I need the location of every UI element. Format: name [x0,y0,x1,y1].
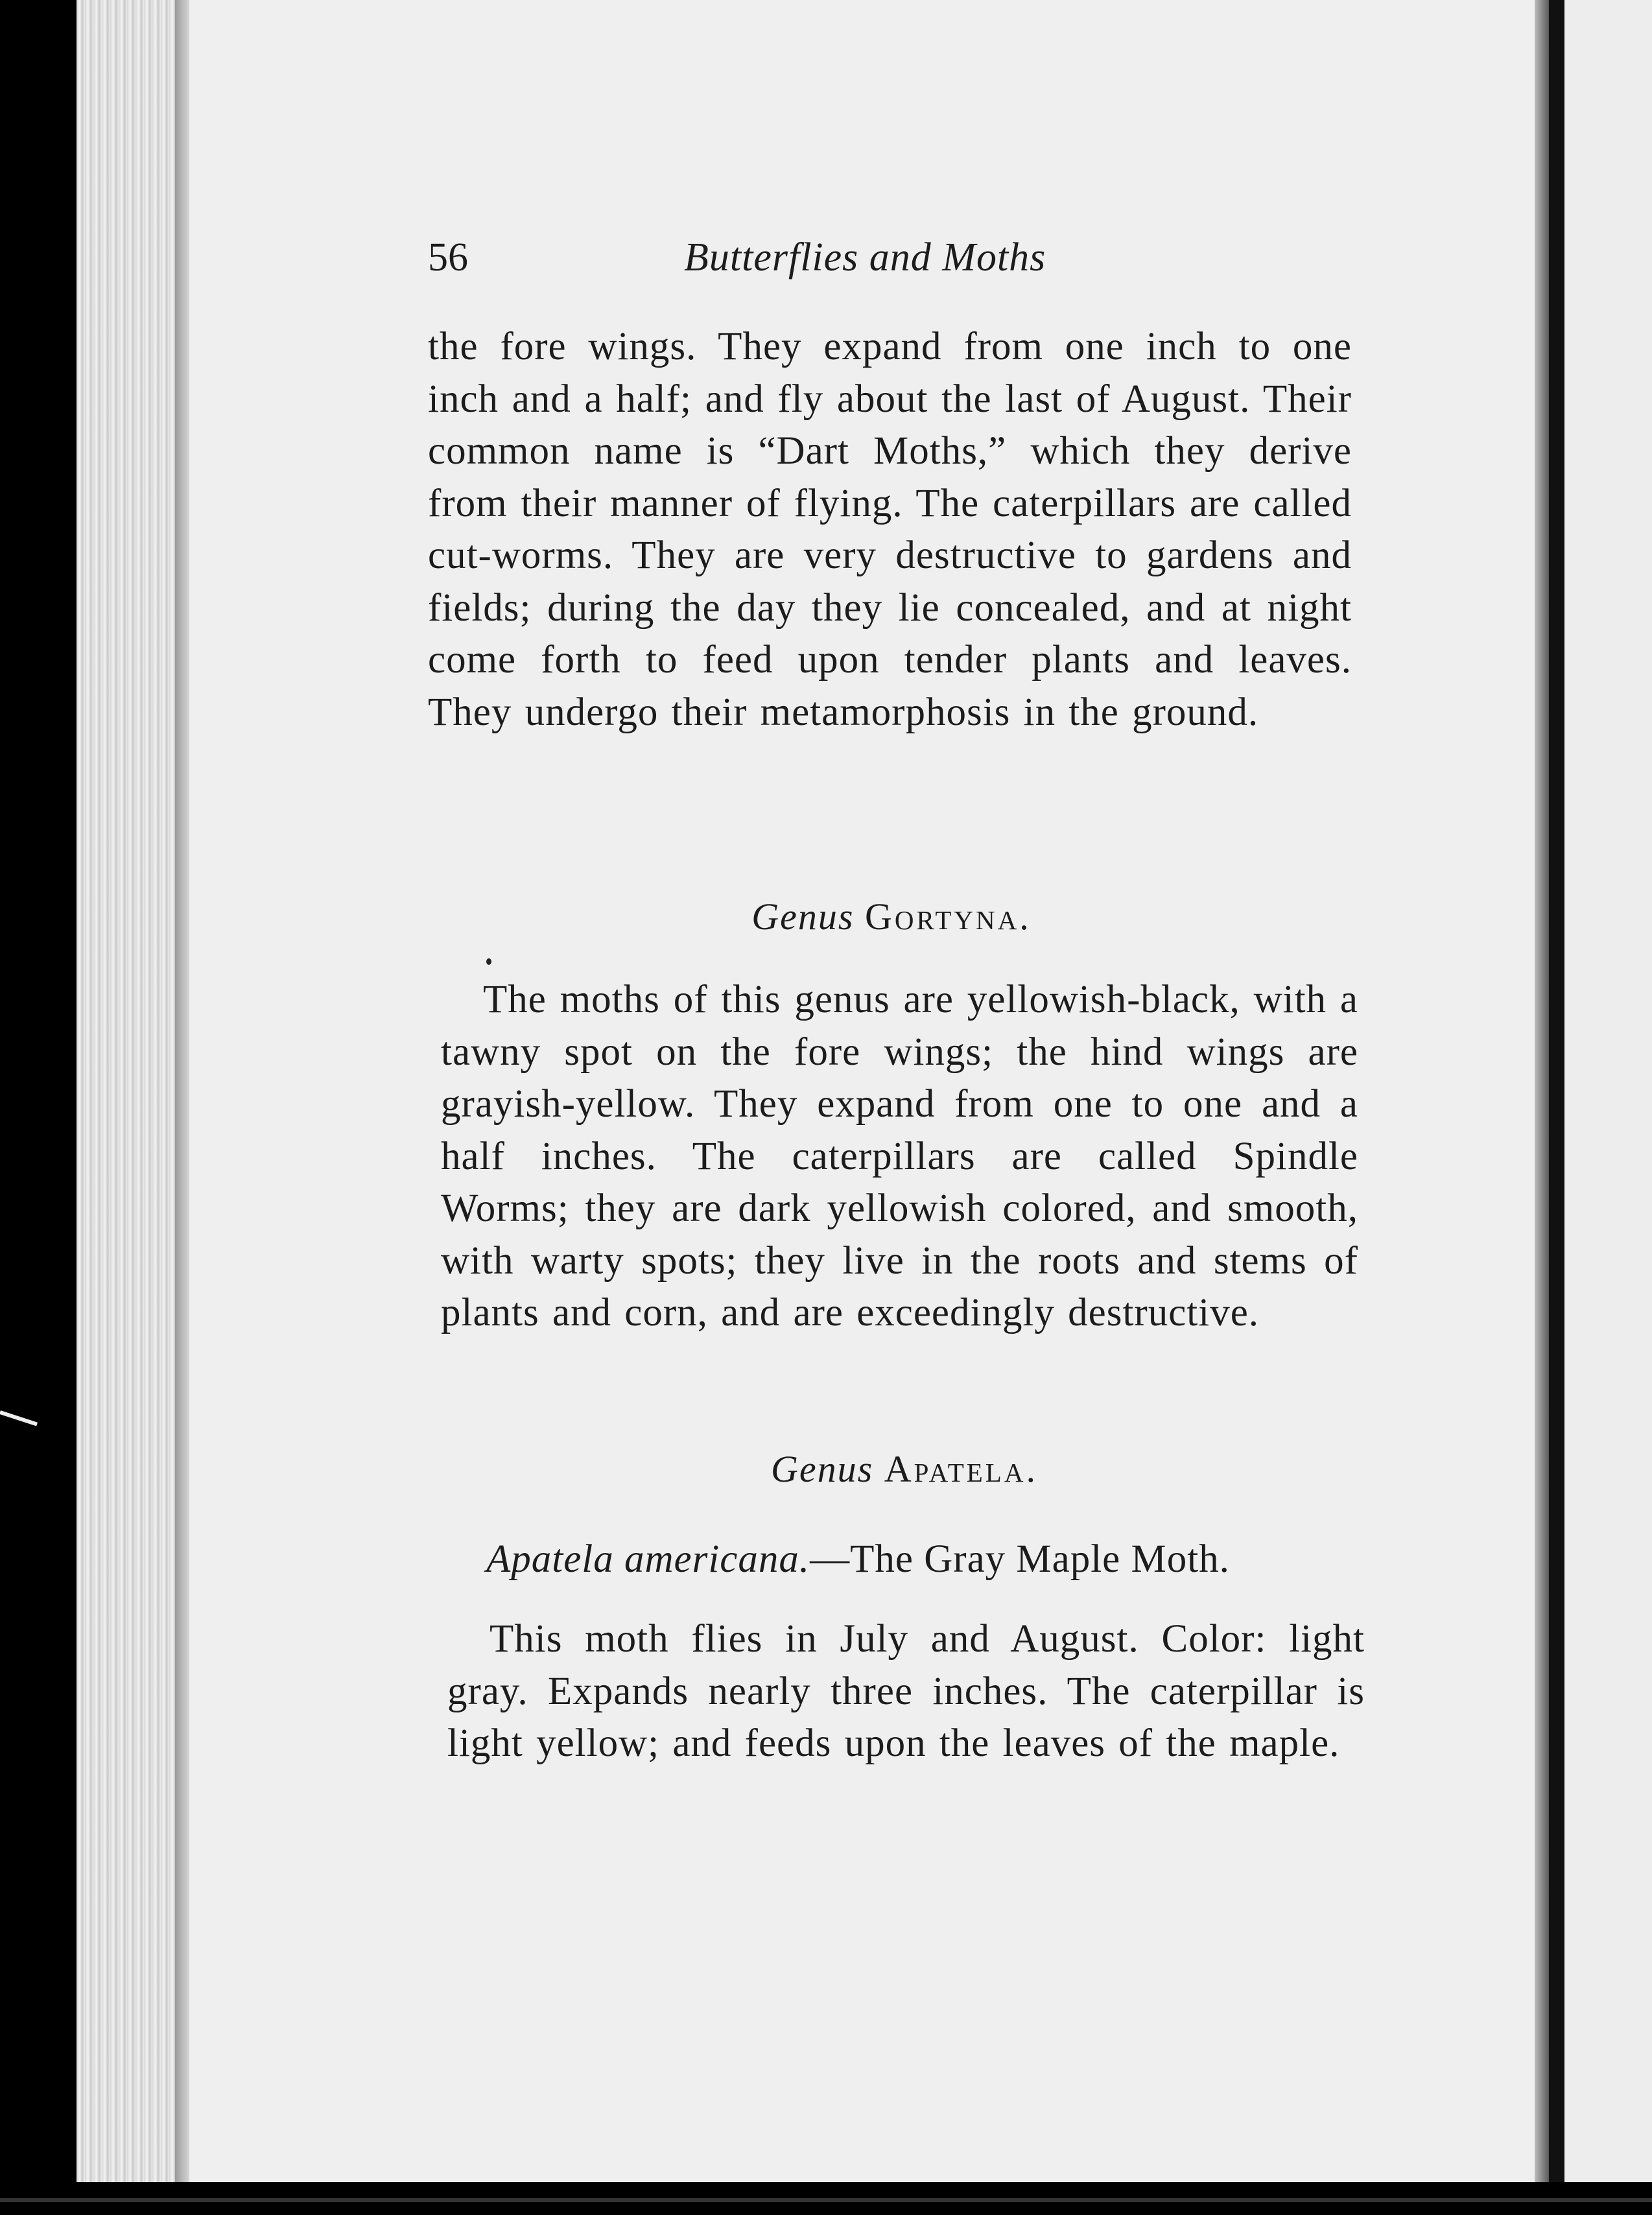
species-scientific-name: Apatela americana. [486,1537,810,1581]
page-number: 56 [428,235,468,279]
ink-speck [486,958,491,965]
paragraph-1: the fore wings. They expand from one inch to one inch and a half; and fly about the last of August. Their common name is “Dart Moths,” which they derive from their manner of flying. The caterpillars are called cut-worms. They are very destructive to gardens and fields; during the day they lie concealed, and at night come forth to feed upon tender plants and leaves. They undergo their metamorphosis in the ground. [428,325,1352,734]
stray-mark [0,1410,38,1426]
scan-bottom-line [0,2198,1652,2202]
species-line [447,1537,1368,1582]
page-edges [77,0,187,2182]
genus-name: Gortyna. [864,895,1032,938]
facing-page-edge [1564,0,1652,2182]
binding-shadow [1549,0,1564,2182]
genus-word: Genus [771,1448,874,1490]
genus-heading-gortyna [428,895,1355,938]
book-gutter [1535,0,1549,2182]
genus-heading-apatela [441,1447,1368,1491]
running-title: Butterflies and Moths [684,235,1046,279]
genus-word: Genus [751,895,855,938]
page-header [428,235,1355,293]
genus-name: Apatela. [884,1448,1038,1490]
paragraph-2: The moths of this genus are yellowish-black, with a tawny spot on the fore wings; the hind wings are grayish-yellow. They expand from one to one and a half inches. The caterpillars are called Spindle Worms; they are dark yellowish colored, and smooth, with warty spots; they live in the roots and stems of plants and corn, and are exceedingly destructive. [441,978,1358,1334]
species-common-name: —The Gray Maple Moth. [810,1537,1230,1581]
paragraph-3: This moth flies in July and August. Color: light gray. Expands nearly three inches. The caterpillar is light yellow; and feeds upon the leaves of the maple. [447,1617,1365,1765]
